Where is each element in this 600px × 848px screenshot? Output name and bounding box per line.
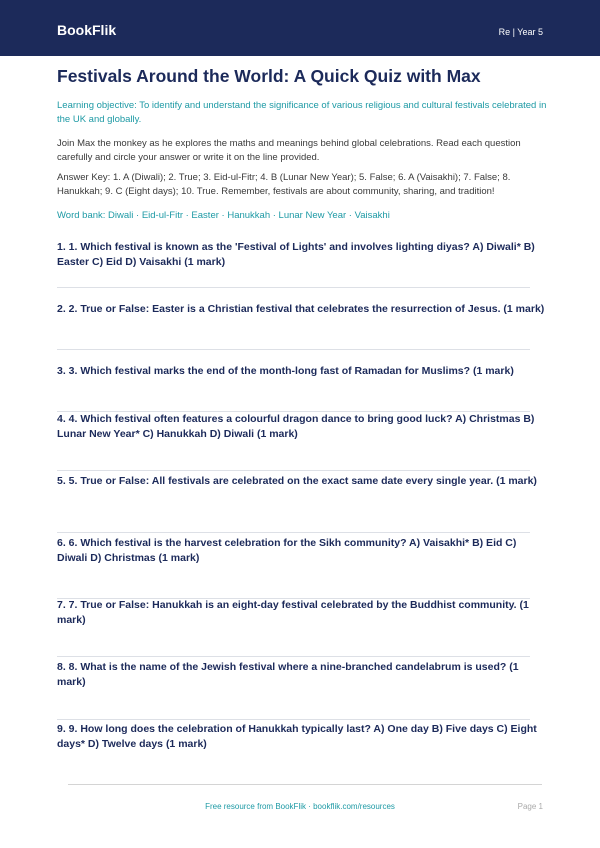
question-6: 6. 6. Which festival is the harvest celebration for the Sikh community? A) Vaisakhi* B) Eid C) Diwali D) Christmas (1 mark) bbox=[57, 537, 517, 564]
word-bank: Word bank: Diwali · Eid-ul-Fitr · Easter · Hanukkah · Lunar New Year · Vaisakhi bbox=[57, 210, 390, 221]
subject-year-label: Re | Year 5 bbox=[498, 27, 543, 37]
question-8: 8. 8. What is the name of the Jewish festival where a nine-branched candelabrum is used? (1 mark) bbox=[57, 661, 519, 688]
question-2: 2. 2. True or False: Easter is a Christian festival that celebrates the resurrection of Jesus. (1 mark) bbox=[57, 303, 545, 315]
answer-line-5[interactable] bbox=[57, 470, 530, 471]
answer-line-9[interactable] bbox=[57, 719, 530, 720]
footer-link[interactable]: Free resource from BookFlik · bookflik.com/resources bbox=[205, 802, 395, 811]
question-4: 4. 4. Which festival often features a colourful dragon dance to bring good luck? A) Christmas B) Lunar New Year* C) Hanukkah D) Diwali (1 mark) bbox=[57, 413, 535, 440]
page-number: Page 1 bbox=[517, 802, 543, 811]
intro-text: Join Max the monkey as he explores the maths and meanings behind global celebrations. Read each question carefully and circle your answer or write it on the line provided. bbox=[57, 138, 521, 163]
page-title: Festivals Around the World: A Quick Quiz with Max bbox=[57, 66, 481, 86]
brand-logo: BookFlik bbox=[57, 22, 117, 38]
answer-line-3[interactable] bbox=[57, 349, 530, 350]
footer-divider bbox=[68, 784, 542, 785]
answer-key: Answer Key: 1. A (Diwali); 2. True; 3. Eid-ul-Fitr; 4. B (Lunar New Year); 5. False; 6. A (Vaisakhi); 7. False; 8. Hanukkah; 9. C (Eight days); 10. True. Remember, festivals are about community, sharing, and tradition! bbox=[57, 172, 511, 197]
answer-line-6[interactable] bbox=[57, 532, 530, 533]
question-7: 7. 7. True or False: Hanukkah is an eight-day festival celebrated by the Buddhist community. (1 mark) bbox=[57, 599, 529, 626]
answer-line-2[interactable] bbox=[57, 287, 530, 288]
question-3: 3. 3. Which festival marks the end of the month-long fast of Ramadan for Muslims? (1 mark) bbox=[57, 365, 514, 377]
learning-objective: Learning objective: To identify and understand the significance of various religious and cultural festivals celebrated in the UK and globally. bbox=[57, 100, 547, 125]
answer-line-8[interactable] bbox=[57, 656, 530, 657]
question-9: 9. 9. How long does the celebration of Hanukkah typically last? A) One day B) Five days C) Eight days* D) Twelve days (1 mark) bbox=[57, 723, 537, 750]
page-header bbox=[0, 0, 600, 56]
question-1: 1. 1. Which festival is known as the 'Festival of Lights' and involves lighting diyas? A) Diwali* B) Easter C) Eid D) Vaisakhi (1 mark) bbox=[57, 241, 535, 268]
question-5: 5. 5. True or False: All festivals are celebrated on the exact same date every single year. (1 mark) bbox=[57, 475, 537, 487]
